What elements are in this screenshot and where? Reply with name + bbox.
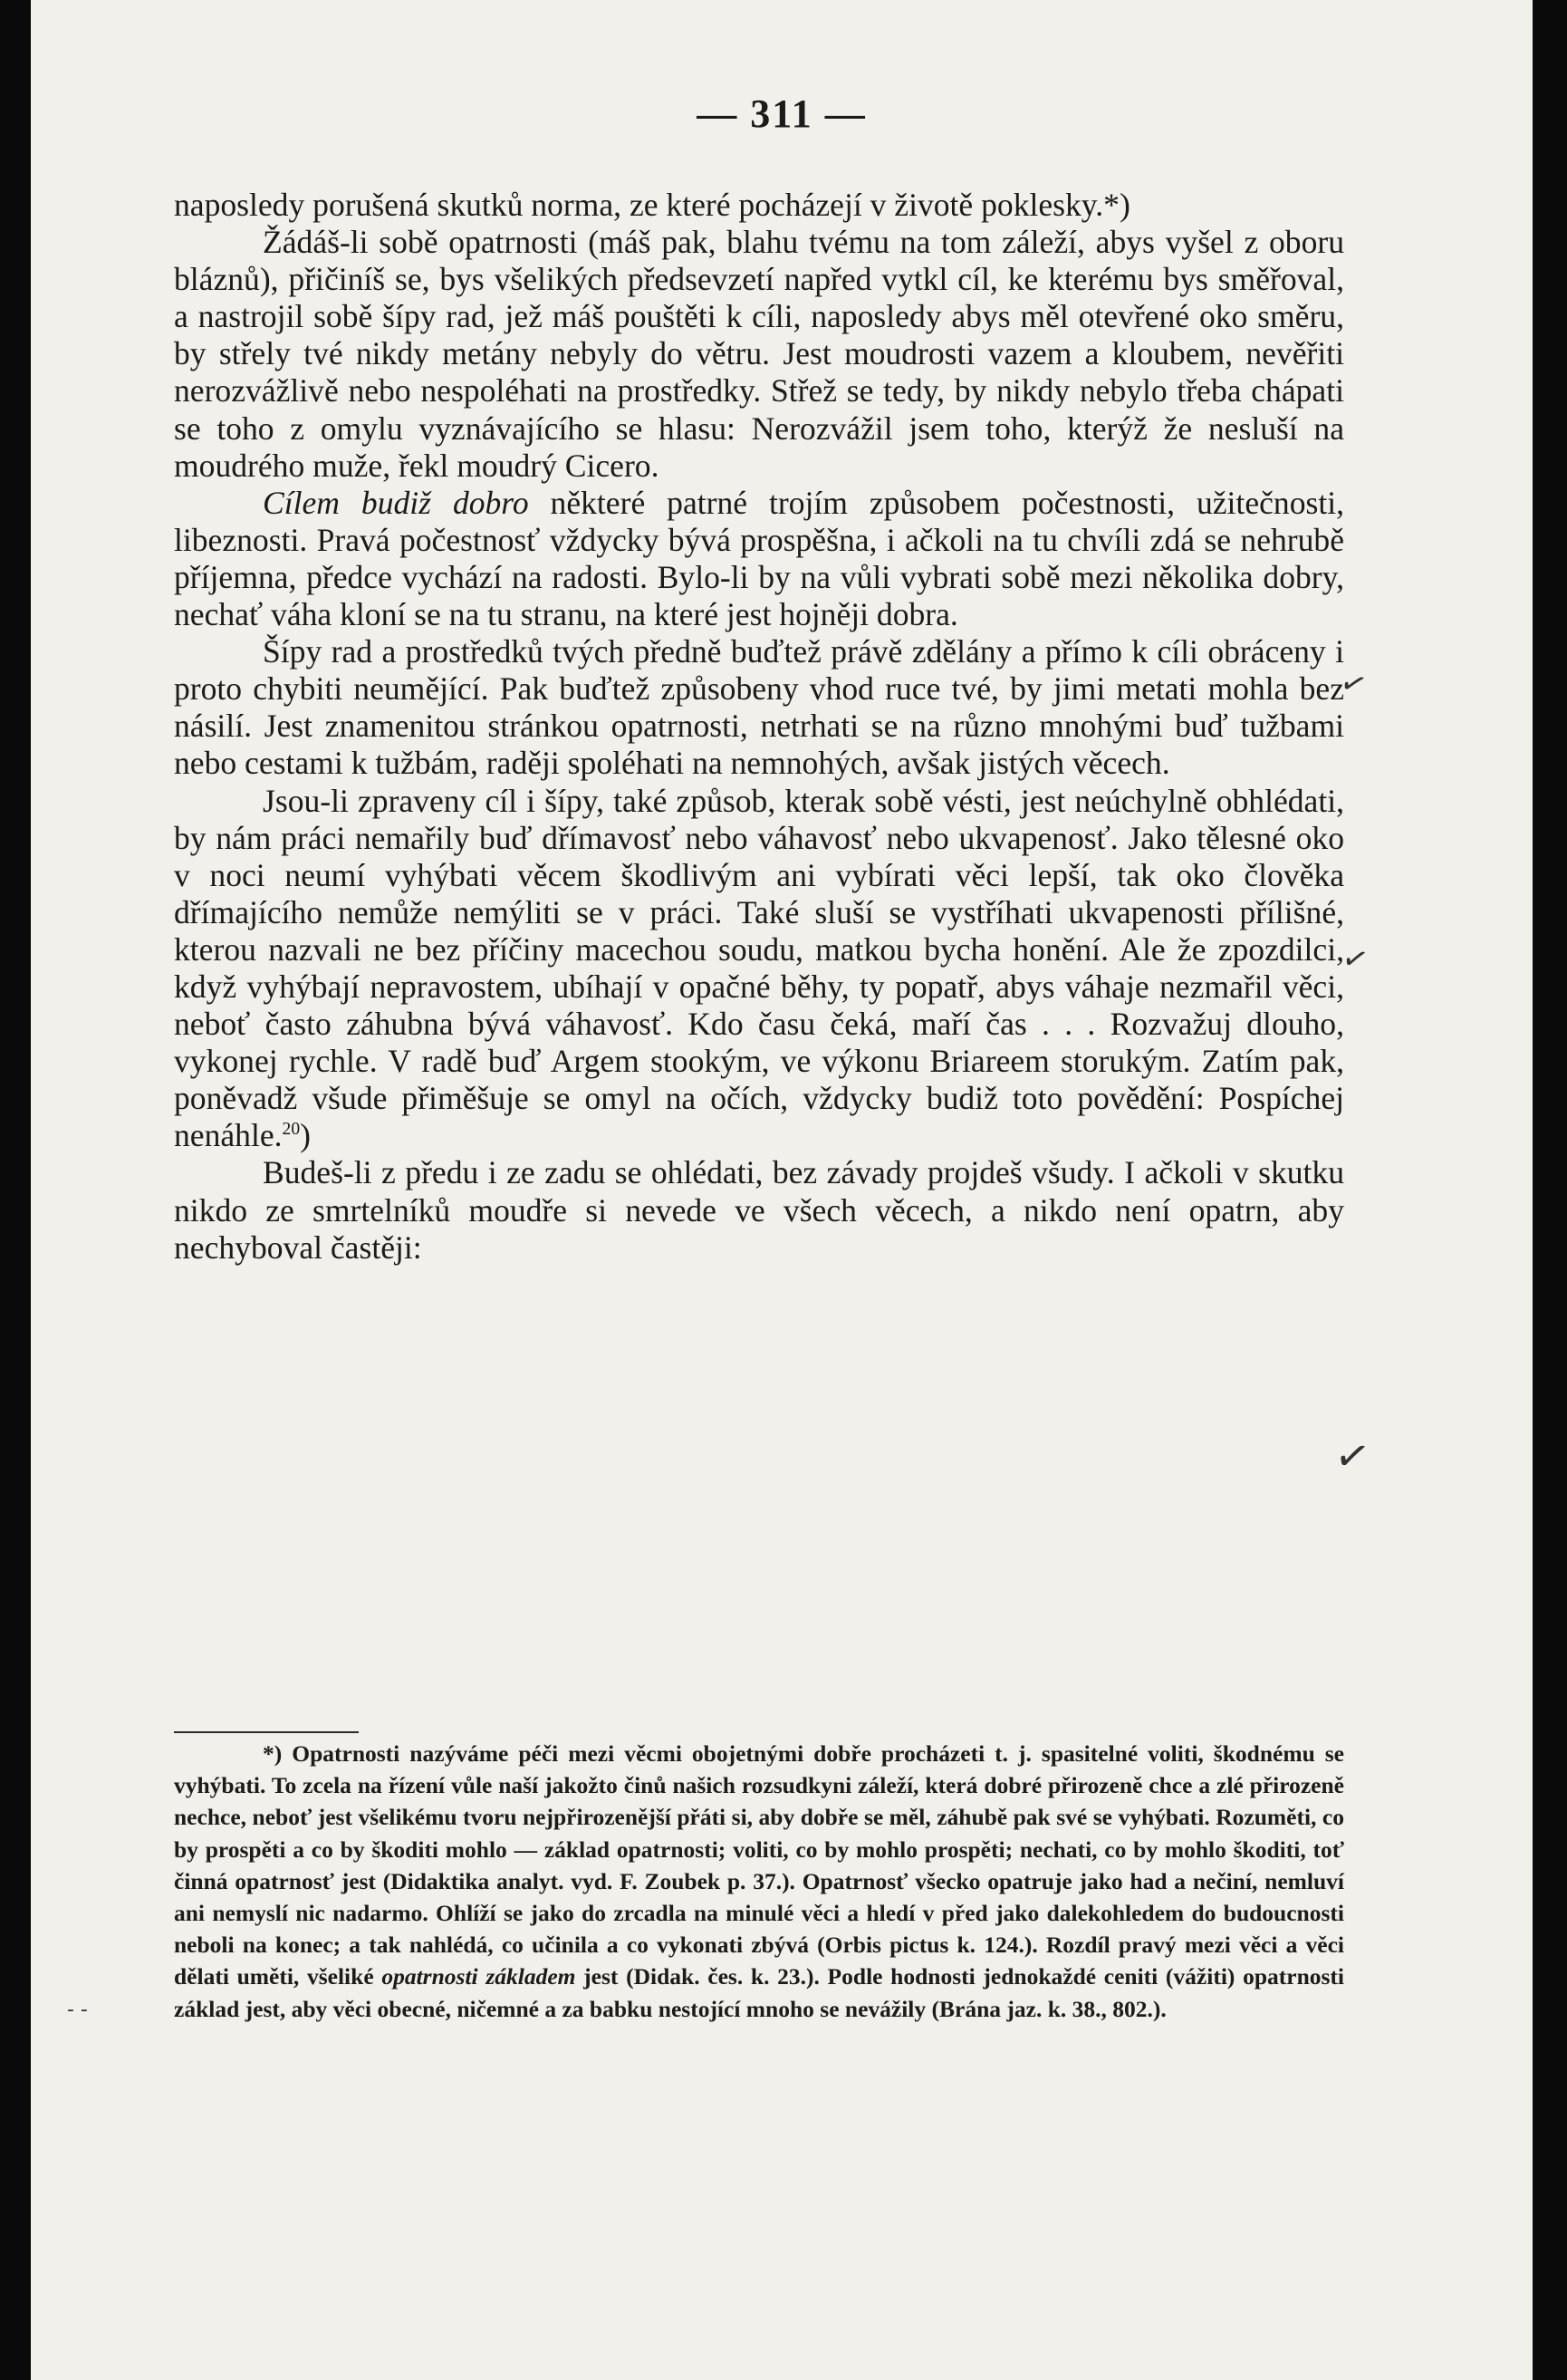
margin-dash-mark: - - bbox=[67, 1999, 88, 2021]
footnote-ref-20: 20 bbox=[282, 1120, 301, 1140]
page-number: — 311 — bbox=[697, 92, 867, 136]
margin-check-mark: ✓ bbox=[1331, 1429, 1374, 1483]
paragraph-3: Cílem budiž dobro některé patrné trojím způsobem počestnosti, užitečnosti, libeznosti. Pravá počestnosť vždycky bývá prospěšna, i ačkoli na tu chvíli zdá se nehrubě příjemna, předce vychází na radosti. Bylo-li by na vůli vybrati sobě mezi několika dobry, nechať váha kloní se na tu stranu, na které jest hojněji dobra. bbox=[174, 484, 1344, 633]
paragraph-6: Budeš-li z předu i ze zadu se ohlédati, bez závady projdeš všudy. I ačkoli v skutku nikdo ze smrtelníků moudře si nevede ve všech věcech, a nikdo není opatrn, aby nechyboval častěji: bbox=[174, 1154, 1344, 1266]
margin-check-mark: ✓ bbox=[1335, 662, 1372, 706]
paragraph-5: Jsou-li zpraveny cíl i šípy, také způsob, kterak sobě vésti, jest neúchylně obhlédati, by nám práci nemařily buď dřímavosť nebo váhavosť nebo ukvapenosť. Jako tělesné oko v noci neumí vyhýbati věcem škodlivým ani vybírati věci lepší, tak oko člověka dřímajícího nemůže nemýliti se v práci. Také sluší se vystříhati ukvapenosti přílišné, kterou nazvali ne bez příčiny macechou soudu, matkou bycha honění. Ale že zpozdilci, když vyhýbají nepravostem, ubíhají v opačné běhy, ty popatř, abys váhaje nezmařil věci, neboť často záhubna bývá váhavosť. Kdo času čeká, maří čas . . . Rozvažuj dlouho, vykonej rychle. V radě buď Argem stookým, ve výkonu Briareem storukým. Zatím pak, poněvadž všude přiměšuje se omyl na očích, vždycky budiž toto povědění: Pospíchej nenáhle.$^{20}$) bbox=[174, 782, 1344, 1154]
paragraph-2: Žádáš-li sobě opatrnosti (máš pak, blahu tvému na tom záleží, abys vyšel z oboru bláznů), přičiníš se, bys všelikých předsevzetí napřed vytkl cíl, ke kterému bys směřoval, a nastrojil sobě šípy rad, jež máš pouštěti k cíli, naposledy abys měl otevřené oko směru, by střely tvé nikdy metány nebyly do větru. Jest moudrosti vazem a kloubem, nevěřiti nerozvážlivě nebo nespoléhati na prostředky. Střež se tedy, by nikdy nebylo třeba chápati se toho z omylu vyznávajícího se hlasu: Nerozvážil jsem toho, kterýž že nesluší na moudrého muže, řekl moudrý Cicero. bbox=[174, 224, 1344, 484]
book-page bbox=[31, 0, 1533, 2380]
paragraph-1: naposledy porušená skutků norma, ze které pocházejí v životě poklesky.*) bbox=[174, 187, 1130, 223]
paragraph-4: Šípy rad a prostředků tvých předně buďtež právě zdělány a přímo k cíli obráceny i proto chybiti neumějící. Pak buďtež způsobeny vhod ruce tvé, by jimi metati mohla bez násilí. Jest znamenitou stránkou opatrnosti, netrhati se na různo mnohými buď tužbami nebo cestami k tužbám, raději spoléhati na nemnohých, avšak jistých věcech. bbox=[174, 633, 1344, 782]
main-text bbox=[174, 187, 1344, 1267]
emphasis-phrase: Cílem budiž dobro bbox=[263, 484, 529, 521]
footnote-emphasis: opatrnosti základem bbox=[381, 1963, 576, 1990]
margin-check-mark: ✓ bbox=[1338, 938, 1373, 981]
footnote-divider bbox=[174, 1731, 359, 1733]
footnote: *) Opatrnosti nazýváme péči mezi věcmi obojetnými dobře procházeti t. j. spasitelné voliti, škodnému se vyhýbati. To zcela na řízení vůle naší jakožto činů našich rozsudkyni záleží, která dobré přirozeně chce a zlé přirozeně nechce, neboť jest všelikému tvoru nejpřirozenější přáti si, aby dobře se měl, záhubě pak své se vyhýbati. Rozuměti, co by prospěti a co by škoditi mohlo — základ opatrnosti; voliti, co by mohlo prospěti; nechati, co by mohlo škoditi, toť činná opatrnosť jest (Didaktika analyt. vyd. F. Zoubek p. 37.). Opatrnosť všecko opatruje jako had a nečiní, nemluví ani nemyslí nic nadarmo. Ohlíží se jako do zrcadla na minulé věci a hledí v před jako dalekohledem do budoucnosti neboli na konec; a tak nahlédá, co učinila a co vykonati zbývá (Orbis pictus k. 124.). Rozdíl pravý mezi věci a věci dělati uměti, všeliké opatrnosti základem jest (Didak. čes. k. 23.). Podle hodnosti jednokaždé ceniti (vážiti) opatrnosti základ jest, aby věci obecné, ničemné a za babku nestojící mnoho se nevážily (Brána jaz. k. 38., 802.). bbox=[174, 1740, 1345, 2022]
